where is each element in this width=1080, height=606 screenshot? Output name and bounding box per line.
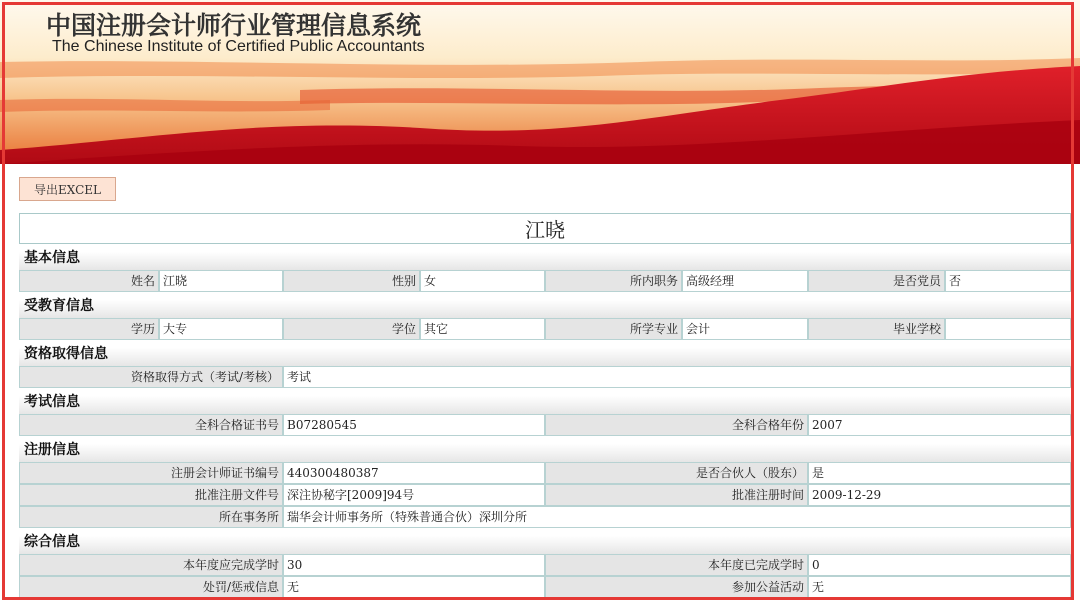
charity-value: 无 (808, 576, 1071, 598)
table-row (19, 366, 1071, 388)
table-row (19, 270, 1071, 292)
position-label: 所内职务 (545, 270, 682, 292)
profile-table (19, 213, 1071, 598)
completed-hours-label: 本年度已完成学时 (545, 554, 808, 576)
firm-label: 所在事务所 (19, 506, 283, 528)
required-hours-label: 本年度应完成学时 (19, 554, 283, 576)
table-row (19, 554, 1071, 576)
school-value (945, 318, 1071, 340)
exam-year-value: 2007 (808, 414, 1071, 436)
person-name-header: 江晓 (19, 213, 1071, 244)
school-label: 毕业学校 (808, 318, 945, 340)
partner-label: 是否合伙人（股东） (545, 462, 808, 484)
completed-hours-value: 0 (808, 554, 1071, 576)
system-subtitle: The Chinese Institute of Certified Public Accountants (52, 38, 425, 55)
exam-cert-value: B07280545 (283, 414, 545, 436)
section-basic-title: 基本信息 (19, 244, 1071, 270)
table-row (19, 506, 1071, 528)
firm-value: 瑞华会计师事务所（特殊普通合伙）深圳分所 (283, 506, 1071, 528)
table-row (19, 414, 1071, 436)
degree-label: 学历 (19, 318, 159, 340)
registration-doc-label: 批准注册文件号 (19, 484, 283, 506)
major-label: 所学专业 (545, 318, 682, 340)
qualification-method-value: 考试 (283, 366, 1071, 388)
registration-date-label: 批准注册时间 (545, 484, 808, 506)
registration-doc-value: 深注协秘字[2009]94号 (283, 484, 545, 506)
qualification-method-label: 资格取得方式（考试/考核） (19, 366, 283, 388)
section-education-title: 受教育信息 (19, 292, 1071, 318)
gender-label: 性别 (283, 270, 420, 292)
partner-value: 是 (808, 462, 1071, 484)
party-label: 是否党员 (808, 270, 945, 292)
name-label: 姓名 (19, 270, 159, 292)
academic-degree-label: 学位 (283, 318, 420, 340)
penalty-label: 处罚/惩戒信息 (19, 576, 283, 598)
degree-value: 大专 (159, 318, 283, 340)
penalty-value: 无 (283, 576, 545, 598)
export-excel-button[interactable]: 导出EXCEL (19, 177, 116, 201)
table-row (19, 462, 1071, 484)
section-qualification-title: 资格取得信息 (19, 340, 1071, 366)
cpa-number-value: 440300480387 (283, 462, 545, 484)
registration-date-value: 2009-12-29 (808, 484, 1071, 506)
table-row (19, 484, 1071, 506)
major-value: 会计 (682, 318, 808, 340)
section-exam-title: 考试信息 (19, 388, 1071, 414)
table-row (19, 318, 1071, 340)
header-banner (0, 0, 1080, 164)
position-value: 高级经理 (682, 270, 808, 292)
charity-label: 参加公益活动 (545, 576, 808, 598)
exam-cert-label: 全科合格证书号 (19, 414, 283, 436)
section-registration-title: 注册信息 (19, 436, 1071, 462)
gender-value: 女 (420, 270, 545, 292)
system-title: 中国注册会计师行业管理信息系统 (46, 11, 422, 40)
name-value: 江晓 (159, 270, 283, 292)
exam-year-label: 全科合格年份 (545, 414, 808, 436)
required-hours-value: 30 (283, 554, 545, 576)
cpa-number-label: 注册会计师证书编号 (19, 462, 283, 484)
party-value: 否 (945, 270, 1071, 292)
section-general-title: 综合信息 (19, 528, 1071, 554)
table-row (19, 576, 1071, 598)
academic-degree-value: 其它 (420, 318, 545, 340)
